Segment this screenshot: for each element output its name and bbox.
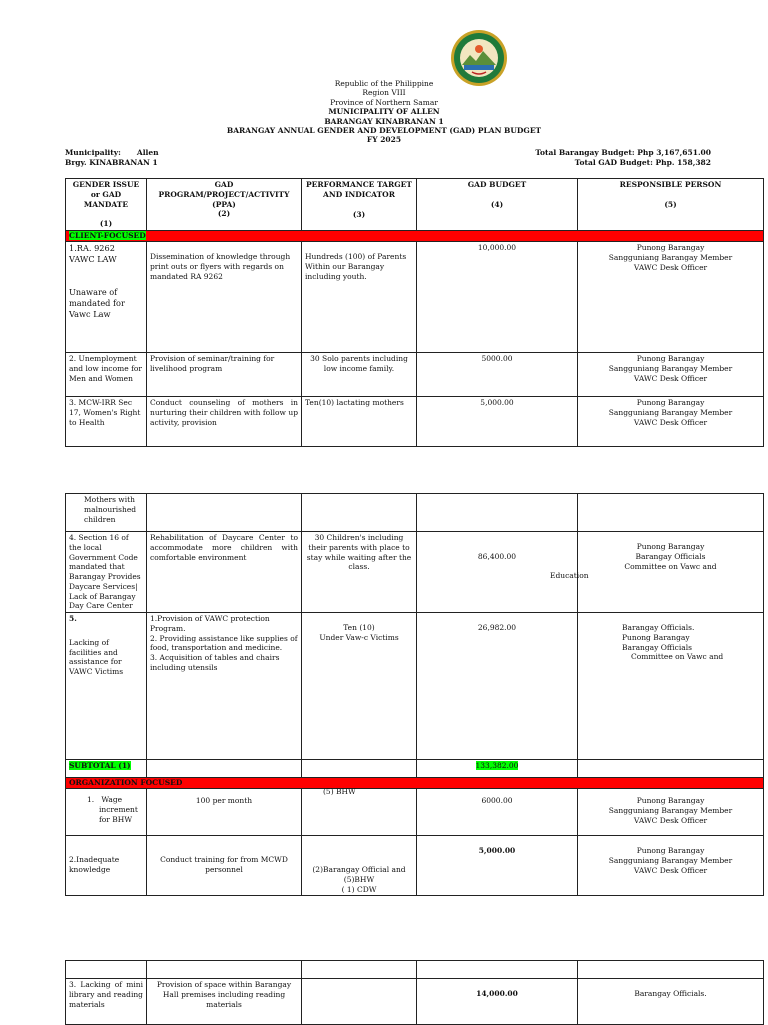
budget-cell: 5,000.00 (417, 836, 578, 896)
responsible-cell: Barangay Officials. Punong Barangay Barangay Officials Committee on Vawc and (578, 613, 764, 760)
subtotal-label: SUBTOTAL (1) (69, 761, 131, 770)
issue-cell: 1.RA. 9262 VAWC LAW Unaware of mandated for Vawc Law (66, 242, 147, 353)
target-cell (302, 494, 417, 532)
municipality-title: MUNICIPALITY OF ALLEN (328, 107, 440, 117)
col-header-target: PERFORMANCE TARGET AND INDICATOR (3) (302, 179, 417, 231)
budget-cell: 10,000.00 (417, 242, 578, 353)
table-row (66, 494, 764, 532)
subtotal-value-cell (417, 760, 578, 778)
subtotal-row (66, 760, 764, 778)
client-focused-bar (66, 231, 764, 242)
target-cell: 30 Solo parents including low income family. (302, 353, 417, 397)
ppa-cell: 1.Provision of VAWC protection Program. 2. Providing assistance like supplies of food, transportation and medicine. 3. Acquisition of tables and chairs including utensils (147, 613, 302, 760)
responsible-cell: Punong Barangay Sangguniang Barangay Member VAWC Desk Officer (578, 397, 764, 447)
table-row (66, 532, 764, 613)
ppa-cell (147, 494, 302, 532)
target-cell (302, 979, 417, 1025)
client-focused-label: CLIENT-FOCUSED (69, 231, 146, 240)
letterhead (0, 79, 768, 145)
table-row (66, 242, 764, 353)
responsible-cell: Barangay Officials. (578, 979, 764, 1025)
budget-cell: 5000.00 (417, 353, 578, 397)
table-row (66, 353, 764, 397)
document-title: BARANGAY ANNUAL GENDER AND DEVELOPMENT (GAD) PLAN BUDGET (226, 126, 542, 136)
issue-cell: 3. MCW-IRR Sec 17, Women's Right to Health (66, 397, 147, 447)
total-barangay-budget: Total Barangay Budget: Php 3,167,651.00 (535, 148, 711, 157)
table-header-row (66, 179, 764, 231)
responsible-cell: Punong Barangay Sangguniang Barangay Member VAWC Desk Officer (578, 353, 764, 397)
target-cell: 30 Children's including their parents with place to stay while waiting after the class. (302, 532, 417, 613)
table-row (66, 789, 764, 836)
table-row (66, 979, 764, 1025)
gad-plan-table-continued (65, 493, 764, 896)
budget-cell: 6000.00 (417, 789, 578, 836)
municipality-value: Allen (136, 148, 159, 157)
responsible-cell: Punong Barangay Barangay Officials Committee on Vawc and Education (578, 532, 764, 613)
header-line-3: Province of Northern Samar (330, 97, 438, 107)
organization-focused-bar (66, 778, 764, 789)
budget-cell: 5,000.00 (417, 397, 578, 447)
target-cell: (2)Barangay Official and (5)BHW ( 1) CDW (302, 836, 417, 896)
municipality-meta (65, 148, 159, 167)
header-line-1: Republic of the Philippine (334, 79, 434, 88)
responsible-cell: Punong Barangay Sangguniang Barangay Member VAWC Desk Officer (578, 836, 764, 896)
budget-meta (535, 148, 711, 167)
subtotal-value: 133,382.00 (475, 761, 519, 770)
target-cell: (5) BHW (302, 789, 417, 836)
table-row (66, 613, 764, 760)
col-header-responsible: RESPONSIBLE PERSON (5) (578, 179, 764, 231)
ppa-cell: Provision of space within Barangay Hall premises including reading materials (147, 979, 302, 1025)
issue-cell: 2.Inadequate knowledge (66, 836, 147, 896)
gad-plan-table-page3 (65, 960, 764, 1025)
issue-cell: 5. Lacking of facilities and assistance for VAWC Victims (66, 613, 147, 760)
subtotal-label-cell (66, 760, 147, 778)
ppa-cell: Rehabilitation of Daycare Center to accommodate more children with comfortable environment (147, 532, 302, 613)
responsible-cell: Punong Barangay Sangguniang Barangay Member VAWC Desk Officer (578, 789, 764, 836)
budget-cell (417, 494, 578, 532)
issue-cell: 3. Lacking of mini library and reading materials (66, 979, 147, 1025)
issue-cell: 2. Unemployment and low income for Men and Women (66, 353, 147, 397)
organization-focused-label: ORGANIZATION FOCUSED (69, 778, 183, 787)
col-header-budget: GAD BUDGET (4) (417, 179, 578, 231)
col-header-issue: GENDER ISSUE or GAD MANDATE (1) (66, 179, 147, 231)
total-gad-budget: Total GAD Budget: Php. 158,382 (574, 157, 711, 167)
fiscal-year: FY 2025 (366, 135, 402, 145)
barangay-meta: Brgy. KINABRANAN 1 (65, 157, 158, 167)
budget-cell: 86,400.00 (417, 532, 578, 613)
target-cell: Ten(10) lactating mothers (302, 397, 417, 447)
barangay-title: BARANGAY KINABRANAN 1 (324, 116, 444, 126)
responsible-cell (578, 494, 764, 532)
table-row (66, 397, 764, 447)
gad-plan-table (65, 178, 764, 447)
ppa-cell: Provision of seminar/training for livelihood program (147, 353, 302, 397)
col-header-ppa: GAD PROGRAM/PROJECT/ACTIVITY (PPA) (2) (147, 179, 302, 231)
table-row (66, 836, 764, 896)
issue-cell: 1. Wage increment for BHW (66, 789, 147, 836)
target-cell: Ten (10) Under Vaw-c Victims (302, 613, 417, 760)
table-row (66, 961, 764, 979)
ppa-cell: 100 per month (147, 789, 302, 836)
responsible-cell: Punong Barangay Sangguniang Barangay Member VAWC Desk Officer (578, 242, 764, 353)
ppa-cell: Dissemination of knowledge through print outs or flyers with regards on mandated RA 9262 (147, 242, 302, 353)
municipality-label: Municipality: (65, 148, 121, 157)
target-cell: Hundreds (100) of Parents Within our Barangay including youth. (302, 242, 417, 353)
ppa-cell: Conduct training for from MCWD personnel (147, 836, 302, 896)
header-line-2: Region VIII (362, 88, 406, 98)
issue-cell: 4. Section 16 of the local Government Code mandated that Barangay Provides Daycare Services| Lack of Barangay Day Care Center (66, 532, 147, 613)
ppa-cell: Conduct counseling of mothers in nurturing their children with follow up activity, provision (147, 397, 302, 447)
budget-cell: 26,982.00 (417, 613, 578, 760)
budget-cell: 14,000.00 (417, 979, 578, 1025)
issue-cell: Mothers with malnourished children (66, 494, 147, 532)
